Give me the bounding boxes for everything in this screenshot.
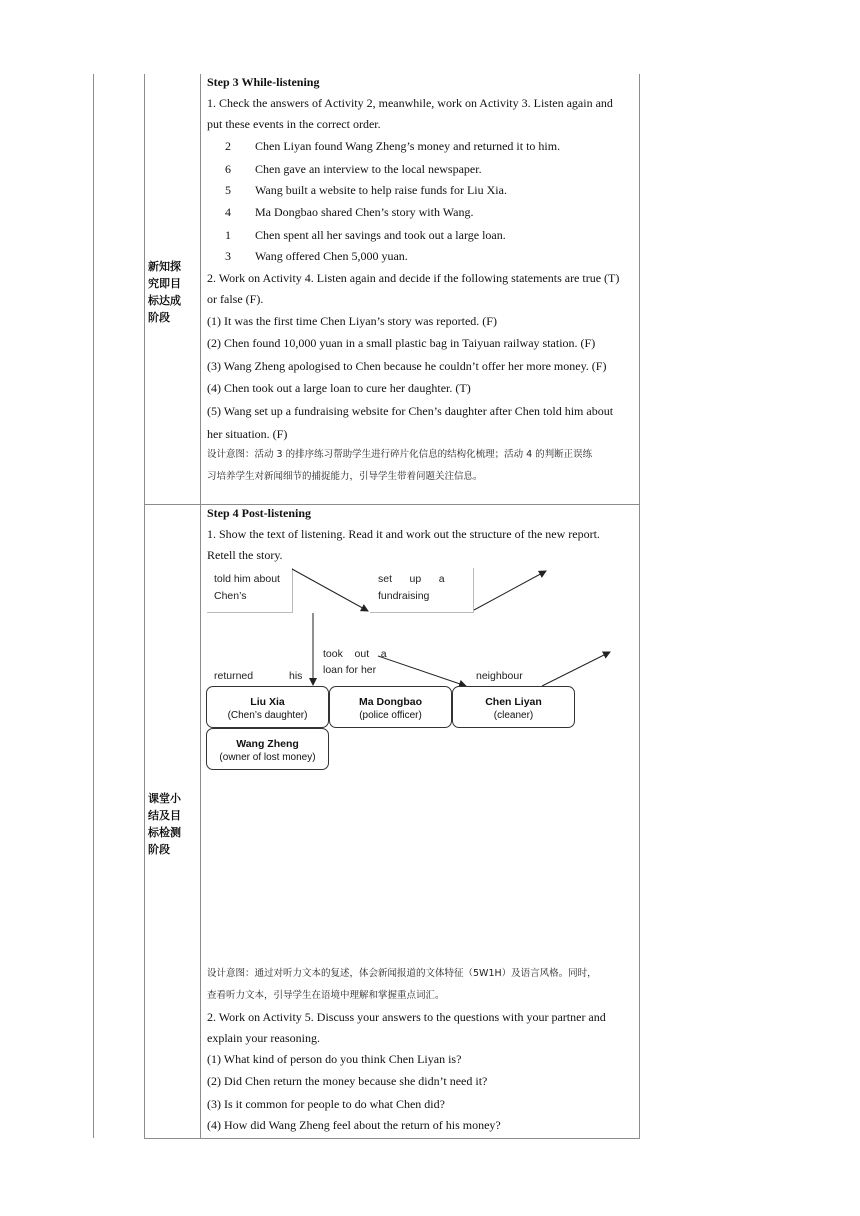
- diagram-label: told him about: [214, 573, 280, 585]
- event-order-number: 5: [225, 183, 231, 197]
- diagram-label: took out a: [323, 648, 387, 660]
- step3-instruction-2: 2. Work on Activity 4. Listen again and decide if the following statements are true (T): [207, 271, 620, 285]
- arrow: [378, 656, 466, 686]
- stage-line: 标达成: [148, 294, 181, 307]
- person-box-wang-zheng: [206, 728, 329, 770]
- statement: (3) Wang Zheng apologised to Chen because he couldn’t offer her more money. (F): [207, 359, 607, 373]
- person-role: (owner of lost money): [219, 752, 316, 763]
- discussion-question: (2) Did Chen return the money because she didn’t need it?: [207, 1074, 488, 1088]
- step4-title: Step 4 Post-listening: [207, 506, 312, 520]
- event-text: Chen gave an interview to the local newspaper.: [255, 162, 482, 176]
- statement-cont: her situation. (F): [207, 427, 288, 441]
- design-intent-cont: 查看听力文本，引导学生在语境中理解和掌握重点词汇。: [207, 990, 445, 1001]
- person-role: (Chen’s daughter): [227, 710, 308, 721]
- arrow: [474, 571, 546, 610]
- design-intent: 设计意图：通过对听力文本的复述，体会新闻报道的文体特征（5W1H）及语言风格。同时，: [207, 968, 597, 979]
- event-order-number: 4: [225, 205, 231, 219]
- diagram-label: set up a: [378, 573, 445, 585]
- event-text: Chen spent all her savings and took out a large loan.: [255, 228, 506, 242]
- event-order-number: 6: [225, 162, 231, 176]
- person-box-chen-liyan: [452, 686, 575, 728]
- event-text: Wang offered Chen 5,000 yuan.: [255, 249, 408, 263]
- design-intent-cont: 习培养学生对新闻细节的捕捉能力，引导学生带着问题关注信息。: [207, 471, 483, 482]
- statement: (5) Wang set up a fundraising website for Chen’s daughter after Chen told him about: [207, 404, 614, 418]
- step4-instruction-2: 2. Work on Activity 5. Discuss your answers to the questions with your partner and: [207, 1010, 606, 1024]
- stage-line: 新知探: [148, 260, 181, 273]
- step3-instruction-cont: put these events in the correct order.: [207, 117, 381, 131]
- stage-line: 标检测: [148, 826, 181, 839]
- event-text: Chen Liyan found Wang Zheng’s money and returned it to him.: [255, 139, 561, 153]
- arrow: [542, 652, 610, 686]
- stage-line: 阶段: [148, 311, 170, 324]
- discussion-question: (1) What kind of person do you think Chen Liyan is?: [207, 1052, 462, 1066]
- person-box-ma-dongbao: [329, 686, 452, 728]
- step3-instruction: 1. Check the answers of Activity 2, meanwhile, work on Activity 3. Listen again and: [207, 96, 613, 110]
- stage-line: 究即目: [148, 277, 181, 290]
- diagram-label: his: [289, 670, 303, 682]
- discussion-question: (3) Is it common for people to do what Chen did?: [207, 1097, 445, 1111]
- person-name: Ma Dongbao: [359, 696, 422, 708]
- step4-instruction: 1. Show the text of listening. Read it and work out the structure of the new report.: [207, 527, 600, 541]
- person-role: (cleaner): [493, 710, 534, 721]
- diagram-label: Chen’s: [214, 590, 247, 602]
- stage-line: 阶段: [148, 843, 170, 856]
- arrow: [292, 569, 368, 611]
- person-box-liu-xia: [206, 686, 329, 728]
- event-order-number: 1: [225, 228, 231, 242]
- diagram-label: returned: [214, 670, 254, 682]
- event-order-number: 2: [225, 139, 231, 153]
- diagram-label: loan for her: [323, 664, 377, 676]
- event-text: Wang built a website to help raise funds for Liu Xia.: [255, 183, 507, 197]
- step4-instruction-cont: Retell the story.: [207, 548, 283, 562]
- event-text: Ma Dongbao shared Chen’s story with Wang.: [255, 205, 474, 219]
- step3-instruction-2-cont: or false (F).: [207, 292, 264, 306]
- person-name: Liu Xia: [250, 696, 285, 708]
- diagram-label: neighbour: [476, 670, 523, 682]
- person-role: (police officer): [359, 710, 422, 721]
- discussion-question: (4) How did Wang Zheng feel about the return of his money?: [207, 1118, 501, 1132]
- diagram-label: fundraising: [378, 590, 430, 602]
- event-order-number: 3: [225, 249, 231, 263]
- stage-line: 结及目: [148, 809, 181, 822]
- stage-line: 课堂小: [148, 792, 181, 805]
- statement: (1) It was the first time Chen Liyan’s story was reported. (F): [207, 314, 497, 328]
- design-intent: 设计意图：活动 3 的排序练习帮助学生进行碎片化信息的结构化梳理；活动 4 的判断正误练: [207, 449, 593, 460]
- person-name: Chen Liyan: [485, 696, 542, 708]
- step3-title: Step 3 While-listening: [207, 75, 320, 89]
- person-name: Wang Zheng: [236, 738, 299, 750]
- step4-instruction-2-cont: explain your reasoning.: [207, 1031, 320, 1045]
- statement: (4) Chen took out a large loan to cure her daughter. (T): [207, 381, 471, 395]
- statement: (2) Chen found 10,000 yuan in a small plastic bag in Taiyuan railway station. (F): [207, 336, 596, 350]
